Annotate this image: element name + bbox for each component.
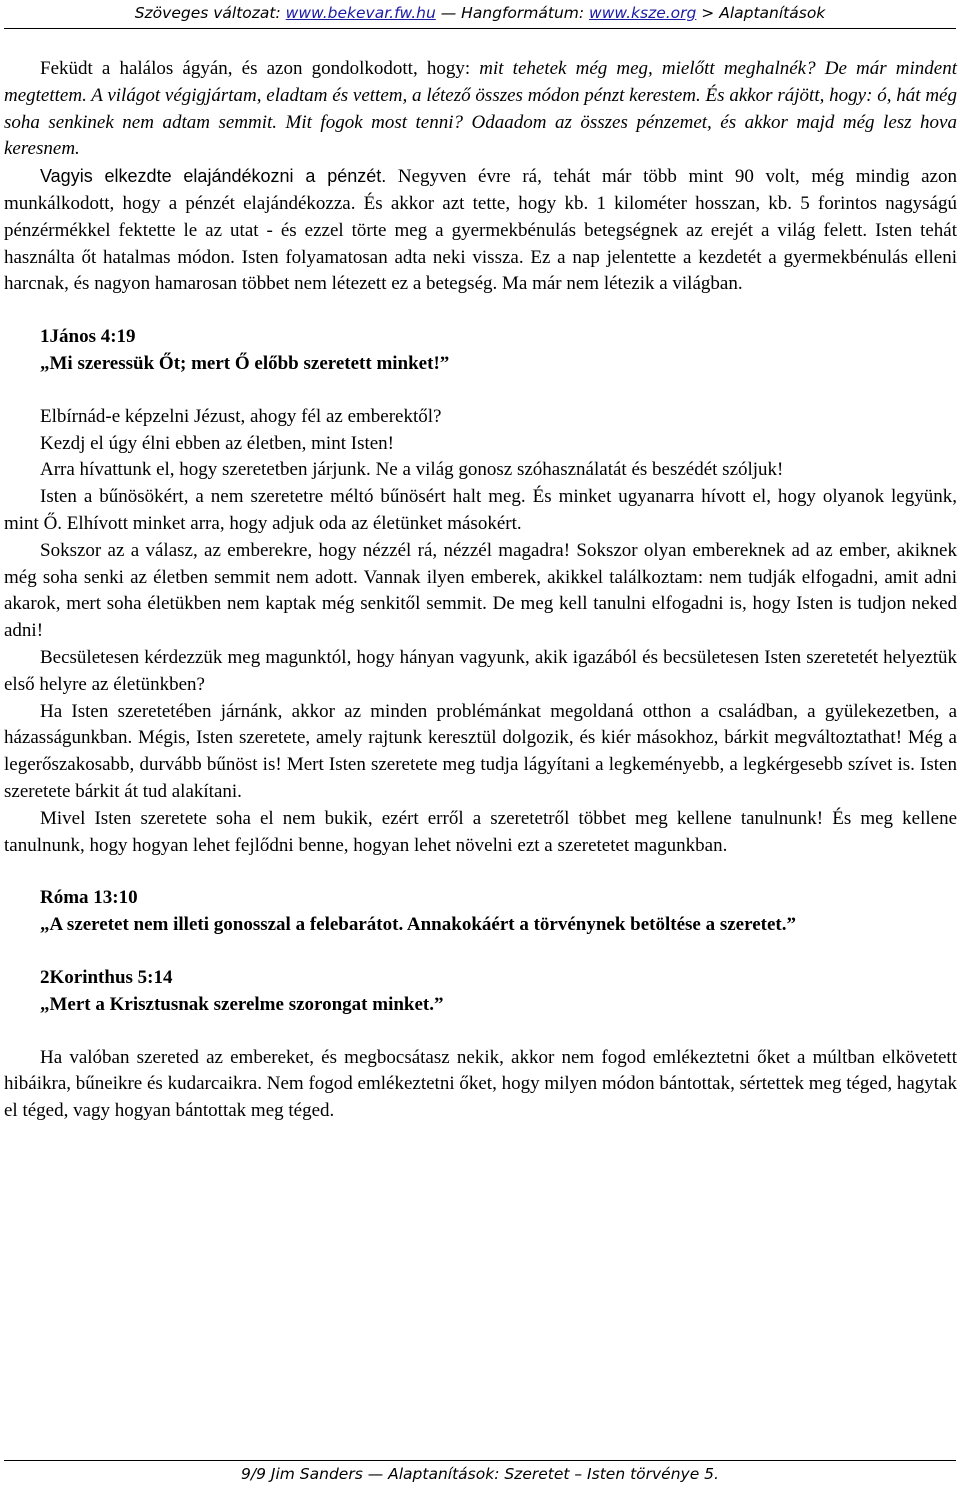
spacer <box>4 298 957 324</box>
p4-text-b: És minket ugyanarra hívott el, hogy olyanok legyünk, mint Ő. Elhívott minket arra, hogy adjuk oda az életünket másokért. <box>4 486 957 534</box>
page-header <box>0 0 960 30</box>
p1-text-d: ó, hát még soha senkinek nem adtam semmit. Mit fogok most tenni? Odaadom az összes pénzemet, és akkor majd még lesz hova keresnem. <box>4 84 957 160</box>
header-label: Szöveges változat: <box>134 4 281 22</box>
paragraph-2 <box>4 163 957 298</box>
spacer <box>4 859 957 885</box>
paragraph-1 <box>4 56 957 163</box>
p3-text-c: Arra hívattunk el, hogy szeretetben járjunk. <box>40 459 371 481</box>
paragraph-6: Becsületesen kérdezzük meg magunktól, hogy hányan vagyunk, akik igazából és becsületesen Isten szeretetét helyeztük első helyre az életünkben? <box>4 646 957 695</box>
paragraph-3a: Elbírnád-e képzelni Jézust, ahogy fél az emberektől? <box>40 405 442 427</box>
verse-reference-2: Róma 13:10 <box>40 887 138 909</box>
paragraph-8: Mivel Isten szeretete soha el nem bukik, ezért erről a szeretetről többet meg kellene tanulnunk! És meg kellene tanulnunk, hogy hogyan lehet fejlődni benne, hogyan lehet növelni ezt a szeretetet magunkban. <box>4 807 957 856</box>
footer-divider <box>4 1460 956 1461</box>
page-footer: 9/9 Jim Sanders — Alaptanítások: Szeretet – Isten törvénye 5. <box>241 1465 719 1483</box>
header-divider <box>4 28 956 29</box>
p2-text-b: Negyven évre rá, tehát már több mint 90 volt, még mindig azon munkálkodott, hogy a pénzét elajándékozza. És akkor azt tette, hogy kb. 1 kilométer hosszan, kb. 5 forintos nagyságú pénzérmékkel fektette le az utat - és ezzel törte meg a gyermekbénulás betegségnek az erejét a világ felett. Isten tehát használta őt hatalmas módon. Isten folyamatosan adta neki vissza. Ez a nap jelentette a kezdetét a gyermekbénulás elleni harcnak, és nagyon hamarosan többet nem létezett ez a betegség. Ma már nem létezik a világban. <box>4 166 957 295</box>
spacer <box>4 939 957 965</box>
header-breadcrumb: > Alaptanítások <box>701 4 826 22</box>
p1-text-c: A világot végigjártam, eladtam és vettem, a létező összes módon pénzt kerestem. És akkor rájött, hogy: <box>86 84 878 106</box>
header-link-bekevar[interactable]: www.bekevar.fw.hu <box>285 4 436 22</box>
paragraph-9: Ha valóban szereted az embereket, és megbocsátasz nekik, akkor nem fogod emlékeztetni őket a múltban elkövetett hibáikra, bűneikre és kudarcaikra. Nem fogod emlékeztetni őket, hogy milyen módon bántottak, sértettek meg téged, hagytak el téged, vagy hogyan bántottak meg téged. <box>4 1046 957 1122</box>
p4-text-a: Isten a bűnösökért, a nem szeretetre méltó bűnösért halt meg. <box>40 486 526 508</box>
p3-text-d: Ne a világ gonosz szóhasználatát és beszédét szóljuk! <box>370 459 784 481</box>
spacer <box>4 1019 957 1045</box>
verse-text-3: „Mert a Krisztusnak szerelme szorongat minket.” <box>40 993 444 1015</box>
p1-text-b: mit tehetek még meg, mielőtt meghalnék? De már mindent megtettem. <box>4 58 957 106</box>
p5-text-b: Sokszor olyan embereknek ad az ember, akiknek még soha senki az életben semmit nem adott. Vannak ilyen emberek, akikkel találkoztam: nem tudják elfogadni, amit adni akarok, mert soha életükben nem kaptak még senkitől semmit. De meg kell tanulni elfogadni is, hogy Isten is tudjon neked adni! <box>4 539 957 642</box>
p5-text-a: Sokszor az a válasz, az emberekre, hogy nézzél rá, nézzél magadra! <box>40 539 571 561</box>
verse-text-2: „A szeretet nem illeti gonosszal a felebarátot. Annakokáért a törvénynek betöltése a szeretet.” <box>40 914 796 936</box>
verse-text-1: „Mi szeressük Őt; mert Ő előbb szeretett minket!” <box>40 352 450 374</box>
paragraph-7: Ha Isten szeretetében járnánk, akkor az minden problémánkat megoldaná otthon a családban, a gyülekezetben, a házasságunkban. Mégis, Isten szeretete, amely rajtunk keresztül dolgozik, és kiér másokhoz, bárkit megváltoztathat! Még a legerőszakosabb, durvább bűnöst is! Mert Isten szeretete meg tudja lágyítani a legkeményebb, a legkérgesebb szívet is. Isten szeretete bárkit át tud alakítani. <box>4 700 957 802</box>
header-separator: — Hangformátum: <box>440 4 585 22</box>
verse-reference-3: 2Korinthus 5:14 <box>40 966 173 988</box>
header-link-ksze[interactable]: www.ksze.org <box>589 4 697 22</box>
paragraph-5 <box>4 538 957 645</box>
spacer <box>4 378 957 404</box>
p1-text-a: Feküdt a halálos ágyán, és azon gondolkodott, hogy: <box>40 58 480 79</box>
p2-text-a: Vagyis elkezdte elajándékozni a pénzét. <box>40 166 387 187</box>
paragraph-4 <box>4 484 957 538</box>
paragraph-3c <box>4 457 957 484</box>
verse-reference-1: 1János 4:19 <box>40 326 136 348</box>
document-body <box>4 56 957 1125</box>
paragraph-3b: Kezdj el úgy élni ebben az életben, mint Isten! <box>40 432 395 454</box>
